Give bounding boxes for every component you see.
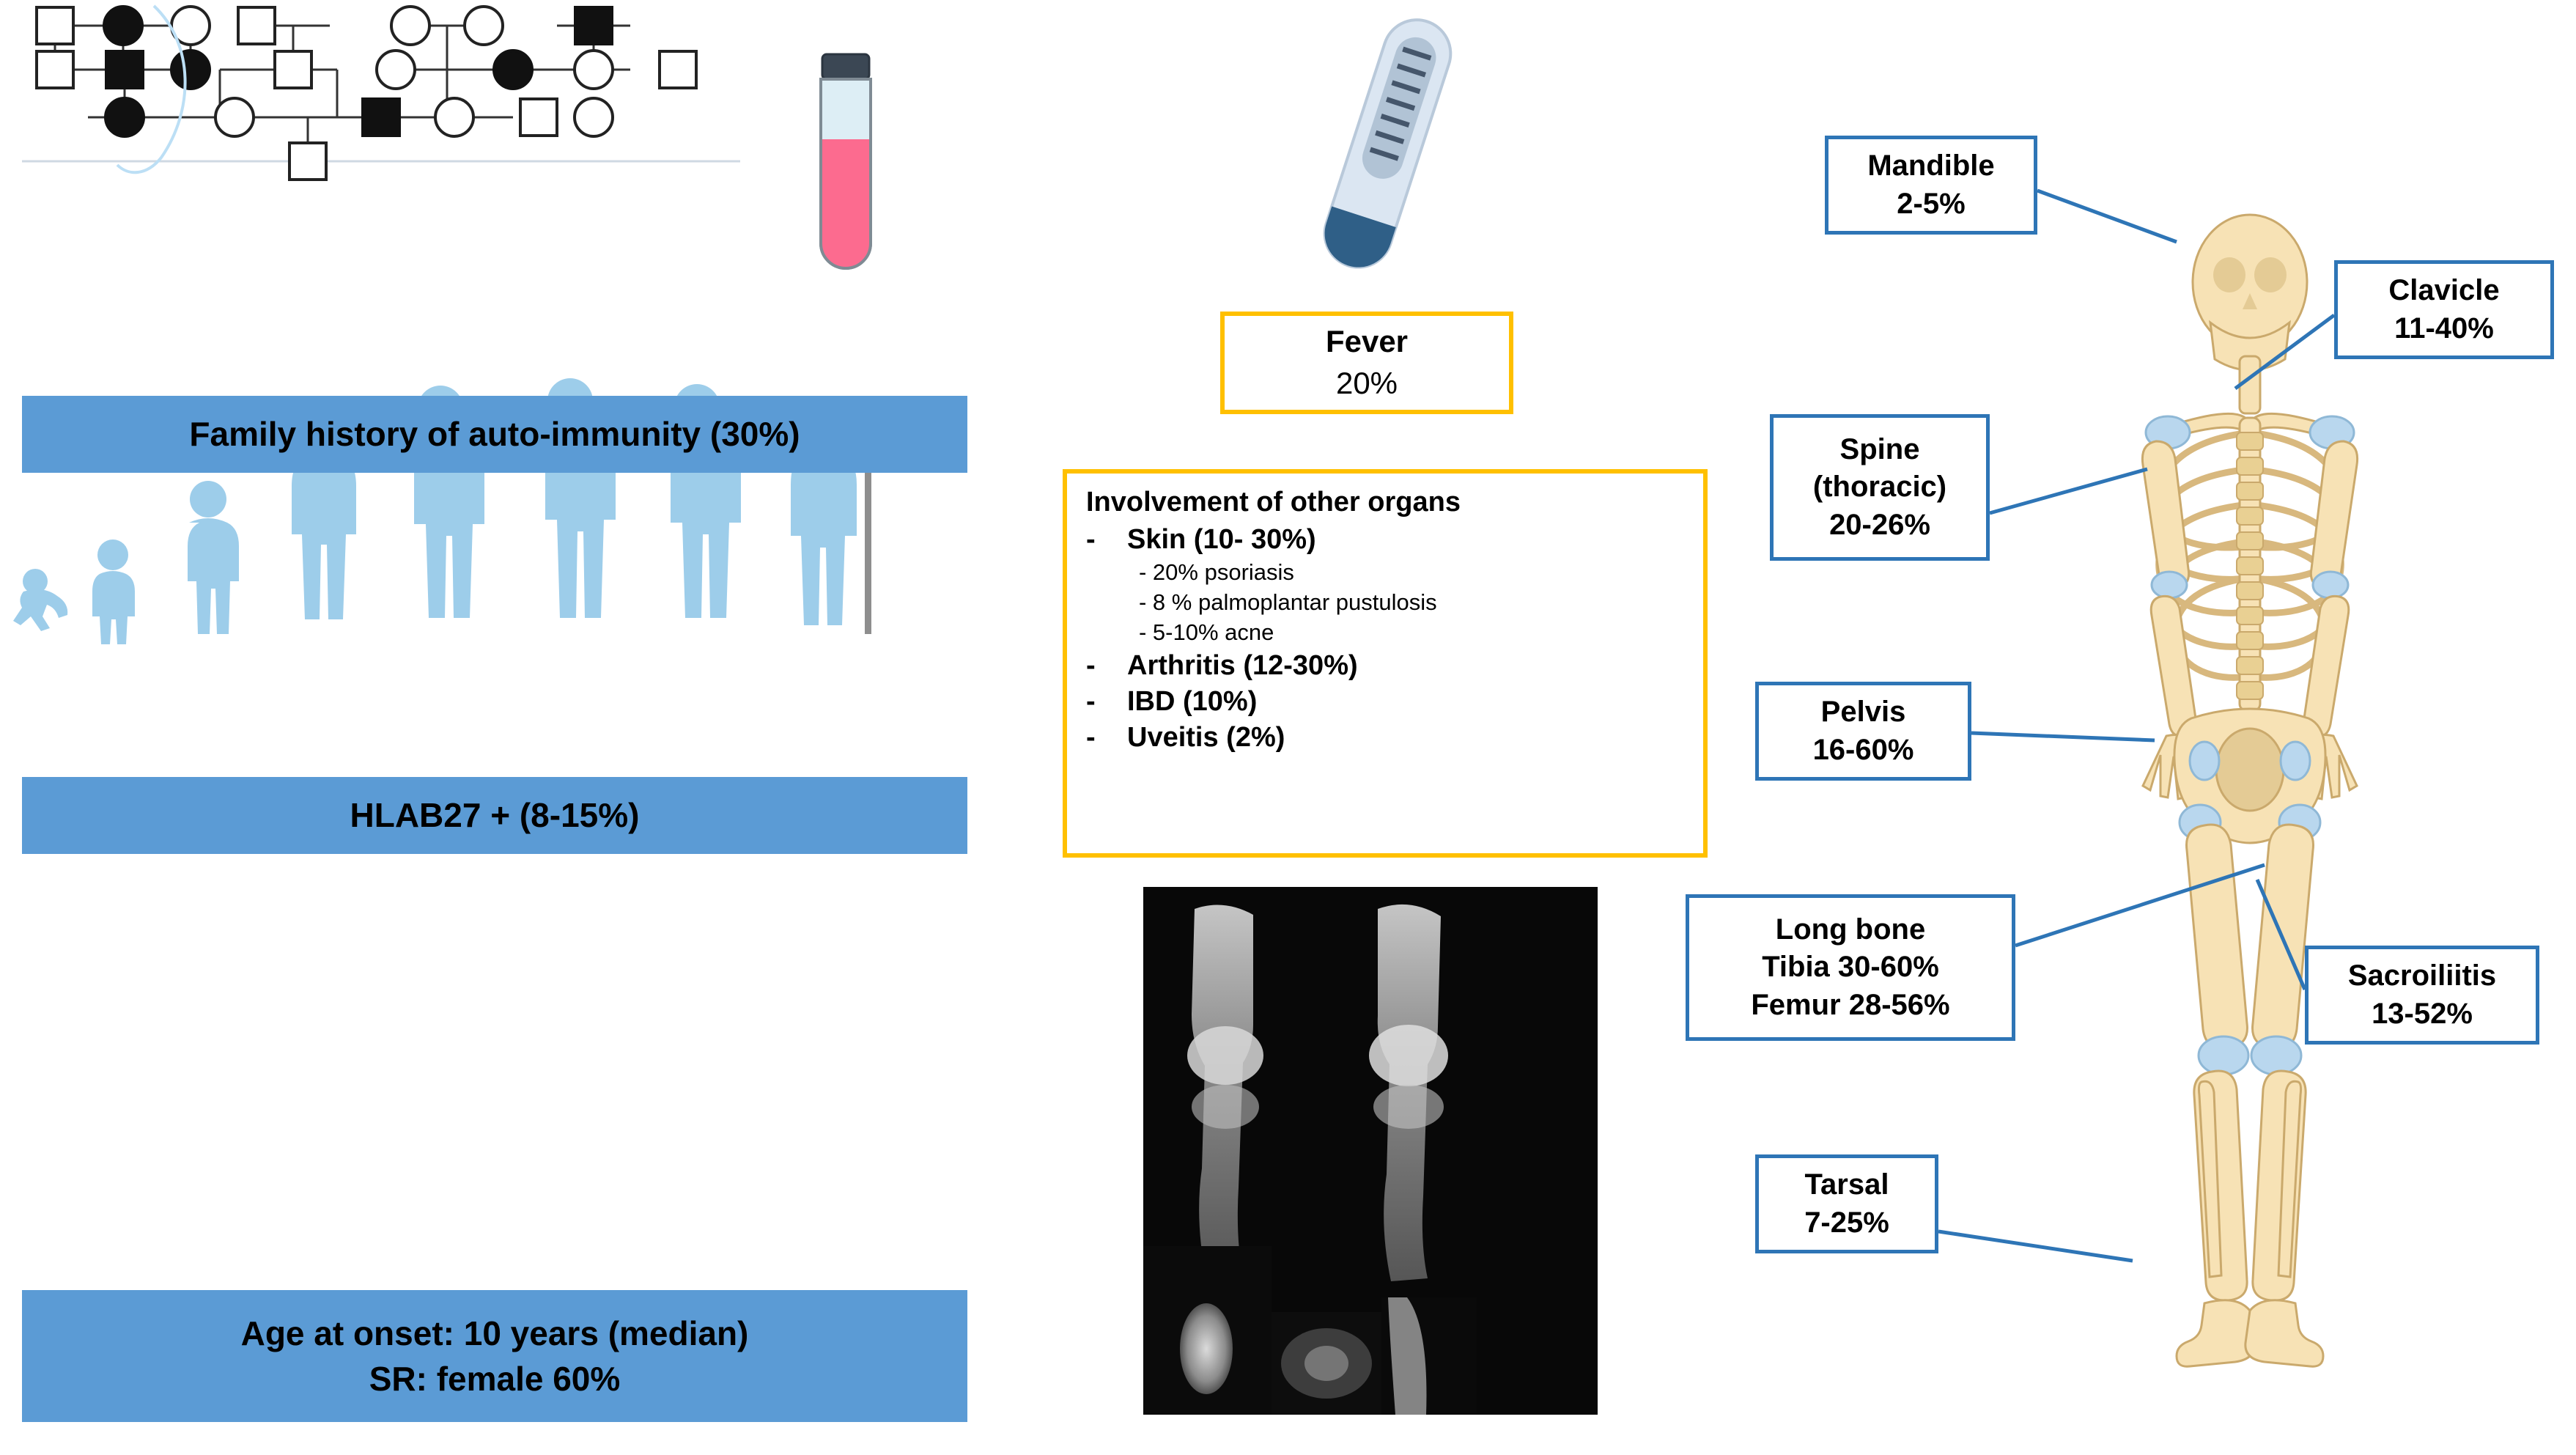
callout-mandible-line1: Mandible (1867, 150, 1995, 183)
organs-involvement-box (1063, 469, 1708, 858)
callout-clavicle-line1: Clavicle (2388, 274, 2500, 307)
callout-tarsal (1755, 1154, 1938, 1253)
organ-dash: - (1086, 722, 1096, 753)
callout-clavicle (2334, 260, 2554, 359)
callout-sacroiliitis-line2: 13-52% (2372, 997, 2473, 1030)
left-column (0, 0, 1019, 1455)
organ-label-skin: Skin (10- 30%) (1127, 524, 1316, 555)
organ-row-uveitis (1086, 722, 1684, 754)
organ-label-ibd: IBD (10%) (1127, 686, 1258, 717)
thermometer-icon (1290, 7, 1480, 286)
callout-spine (1770, 414, 1990, 561)
fever-box (1220, 312, 1513, 414)
human-ages-silhouettes (0, 297, 916, 663)
callout-long-bone-line1: Long bone (1775, 913, 1926, 946)
callout-pelvis-line1: Pelvis (1820, 696, 1906, 729)
organ-label-uveitis: Uveitis (2%) (1127, 722, 1285, 753)
band-age-at-onset (22, 1290, 967, 1422)
callout-spine-line3: 20-26% (1829, 508, 1930, 541)
organ-dash: - (1086, 686, 1096, 717)
callout-clavicle-line2: 11-40% (2394, 312, 2494, 345)
callout-spine-line2: (thoracic) (1812, 471, 1947, 504)
organ-row-arthritis (1086, 650, 1684, 682)
fever-value: 20% (1335, 366, 1398, 400)
callout-sacroiliitis (2305, 946, 2539, 1045)
organ-sub-pustulosis: - 8 % palmoplantar pustulosis (1139, 589, 1437, 615)
mri-knee-and-pelvis-images (1143, 887, 1598, 1415)
organ-row-ibd (1086, 686, 1684, 718)
callout-tarsal-line2: 7-25% (1804, 1206, 1889, 1239)
fever-label: Fever (1325, 324, 1409, 359)
family-pedigree-chart (0, 0, 777, 293)
organ-dash: - (1086, 650, 1096, 681)
organ-row-skin (1086, 524, 1684, 556)
band-family-history-label: Family history of auto-immunity (30%) (189, 415, 800, 454)
band-onset-line2: SR: female 60% (369, 1360, 621, 1398)
callout-sacroiliitis-line1: Sacroiliitis (2347, 959, 2497, 992)
callout-spine-line1: Spine (1839, 433, 1920, 466)
organ-label-arthritis: Arthritis (12-30%) (1127, 650, 1358, 681)
band-hlab27 (22, 777, 967, 854)
organ-sub-psoriasis: - 20% psoriasis (1139, 559, 1294, 585)
organ-sub-acne: - 5-10% acne (1139, 619, 1274, 645)
callout-pelvis-line2: 16-60% (1812, 733, 1914, 766)
blood-collection-tube (780, 51, 912, 293)
band-onset-line1: Age at onset: 10 years (median) (240, 1314, 749, 1352)
callout-long-bone (1686, 894, 2015, 1041)
callout-long-bone-line2: Tibia 30-60% (1762, 951, 1939, 984)
callout-mandible (1825, 136, 2037, 235)
callout-tarsal-line1: Tarsal (1804, 1168, 1889, 1201)
callout-pelvis (1755, 682, 1971, 781)
callout-mandible-line2: 2-5% (1897, 187, 1966, 220)
callout-long-bone-line3: Femur 28-56% (1751, 988, 1950, 1021)
band-hlab27-label: HLAB27 + (8-15%) (350, 796, 640, 835)
organs-title: Involvement of other organs (1086, 487, 1461, 517)
organ-dash: - (1086, 524, 1096, 555)
band-family-history (22, 396, 967, 473)
